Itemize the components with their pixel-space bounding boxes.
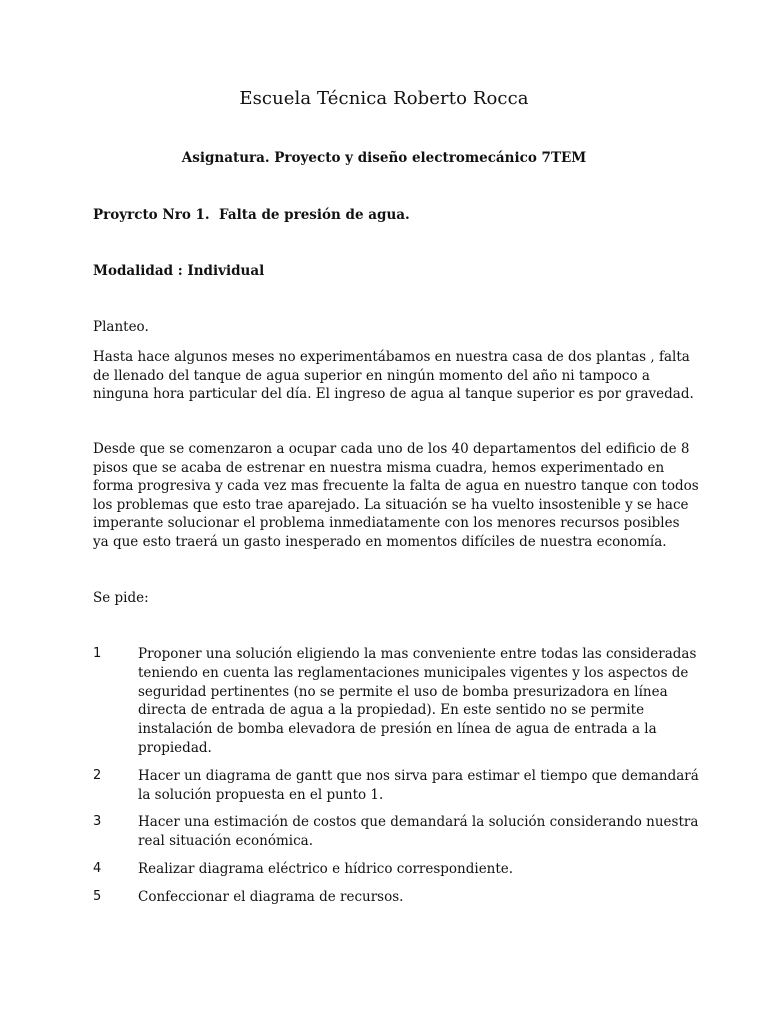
list-item-line: propiedad. — [138, 739, 212, 756]
list-item-text — [138, 888, 693, 907]
paragraph-intro — [93, 348, 694, 404]
list-item-line: Realizar diagrama eléctrico e hídrico correspondiente. — [138, 860, 514, 877]
list-item-number: 3 — [93, 814, 102, 830]
list-item-text — [138, 813, 699, 851]
paragraph-line: Hasta hace algunos meses no experimentábamos en nuestra casa de dos plantas , falta — [93, 349, 690, 365]
list-item-number: 1 — [93, 646, 102, 661]
list-item — [93, 813, 699, 851]
list-item-line: real situación económica. — [138, 833, 314, 850]
list-item-text — [138, 645, 697, 758]
list-item-line: Hacer una estimación de costos que demandará la solución considerando nuestra — [138, 814, 699, 831]
list-item-number: 4 — [93, 860, 102, 876]
paragraph-line: Desde que se comenzaron a ocupar cada uno de los 40 departamentos del edificio de 8 — [93, 441, 690, 457]
paragraph-line: imperante solucionar el problema inmediatamente con los menores recursos posibles — [93, 515, 680, 531]
se-pide-label: Se pide: — [93, 590, 149, 606]
list-item-line: directa de entrada de agua a la propiedad). En este sentido no se permite — [138, 702, 645, 719]
list-item-text — [138, 767, 699, 805]
requirements-list — [93, 645, 699, 916]
list-item-line: Hacer un diagrama de gantt que nos sirva para estimar el tiempo que demandará — [138, 767, 699, 784]
paragraph-line: pisos que se acaba de estrenar en nuestra misma cuadra, hemos experimentado en — [93, 459, 665, 476]
paragraph-problem — [93, 440, 699, 551]
page-title: Escuela Técnica Roberto Rocca — [239, 88, 529, 109]
list-item-line: la solución propuesta en el punto 1. — [138, 786, 384, 803]
list-item-line: instalación de bomba elevadora de presión en línea de agua de entrada a la — [138, 721, 657, 738]
list-item-line: Proponer una solución eligiendo la mas conveniente entre todas las consideradas — [138, 646, 697, 662]
paragraph-line: los problemas que esto trae aparejado. La situación se ha vuelto insostenible y se hace — [93, 496, 689, 513]
list-item — [93, 860, 693, 879]
list-item-line: seguridad pertinentes (no se permite el uso de bomba presurizadora en línea — [138, 683, 668, 700]
paragraph-line: ninguna hora particular del día. El ingreso de agua al tanque superior es por gravedad. — [93, 386, 694, 402]
project-heading: Proyrcto Nro 1. Falta de presión de agua. — [93, 207, 410, 223]
list-item-line: Confeccionar el diagrama de recursos. — [138, 888, 404, 905]
paragraph-line: ya que esto traerá un gasto inesperado en momentos difíciles de nuestra economía. — [93, 533, 667, 550]
planteo-label: Planteo. — [93, 319, 149, 335]
paragraph-line: de llenado del tanque de agua superior en ningún momento del año ni tampoco a — [93, 367, 650, 384]
list-item — [93, 767, 699, 805]
paragraph-line: forma progresiva y cada vez mas frecuente la falta de agua en nuestro tanque con todos — [93, 478, 699, 494]
list-item — [93, 645, 697, 758]
list-item — [93, 888, 693, 907]
modality-heading: Modalidad : Individual — [93, 263, 265, 279]
list-item-text — [138, 860, 693, 879]
list-item-number: 5 — [93, 888, 102, 904]
list-item-line: teniendo en cuenta las reglamentaciones municipales vigentes y los aspectos de — [138, 664, 689, 681]
list-item-number: 2 — [93, 767, 102, 783]
subject-heading: Asignatura. Proyecto y diseño electromecánico 7TEM — [181, 150, 587, 166]
